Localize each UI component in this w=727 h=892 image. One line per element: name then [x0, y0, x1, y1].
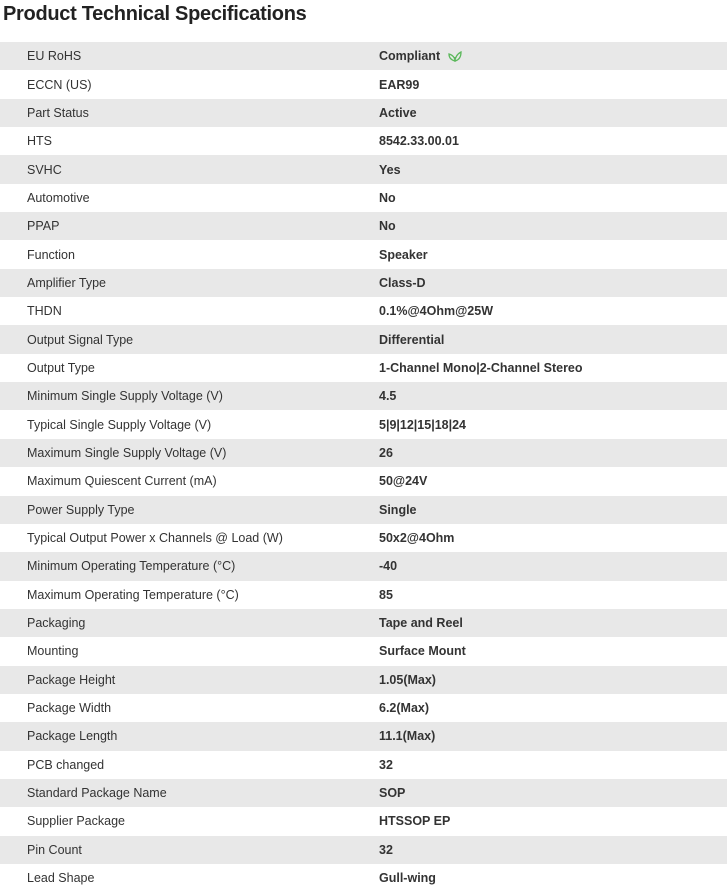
table-row [0, 637, 727, 665]
spec-label: Pin Count [27, 842, 82, 857]
spec-label: PPAP [27, 219, 60, 234]
spec-value [379, 49, 462, 63]
table-row [0, 382, 727, 410]
spec-value-text: 32 [379, 757, 393, 772]
spec-label: Output Signal Type [27, 332, 134, 347]
spec-value-text: 26 [379, 445, 393, 460]
spec-label: Power Supply Type [27, 502, 135, 517]
spec-label: Function [27, 247, 75, 262]
spec-label: Minimum Single Supply Voltage (V) [27, 389, 223, 404]
table-row [0, 694, 727, 722]
spec-value-text: 8542.33.00.01 [379, 134, 459, 149]
spec-value-text: 32 [379, 842, 393, 857]
spec-value-text: EAR99 [379, 77, 420, 92]
spec-value-text: Yes [379, 162, 401, 177]
table-row [0, 439, 727, 467]
table-row [0, 184, 727, 212]
spec-value [379, 843, 393, 857]
spec-value-text: Class-D [379, 275, 426, 290]
table-row [0, 751, 727, 779]
table-row [0, 212, 727, 240]
table-row [0, 99, 727, 127]
table-row [0, 269, 727, 297]
table-row [0, 552, 727, 580]
table-row [0, 354, 727, 382]
spec-value-text: Differential [379, 332, 445, 347]
table-row [0, 240, 727, 268]
spec-label: HTS [27, 134, 52, 149]
spec-value-text: Compliant [379, 49, 441, 64]
table-row [0, 297, 727, 325]
spec-value [379, 163, 401, 177]
table-row [0, 467, 727, 495]
spec-value-text: Gull-wing [379, 871, 436, 886]
table-row [0, 666, 727, 694]
spec-value [379, 474, 427, 488]
spec-value [379, 531, 454, 545]
spec-value [379, 588, 393, 602]
spec-value [379, 673, 436, 687]
spec-value-text: Active [379, 105, 417, 120]
table-row [0, 42, 727, 70]
spec-value-text: 1-Channel Mono|2-Channel Stereo [379, 360, 583, 375]
spec-table [0, 42, 727, 892]
spec-value-text: 11.1(Max) [379, 729, 436, 744]
spec-value [379, 786, 405, 800]
spec-value [379, 134, 459, 148]
spec-value-text: 50@24V [379, 474, 428, 489]
page-title: Product Technical Specifications [3, 3, 307, 25]
spec-label: Standard Package Name [27, 786, 167, 801]
spec-value [379, 701, 429, 715]
spec-value-text: Speaker [379, 247, 428, 262]
spec-label: Package Height [27, 672, 116, 687]
spec-label: Mounting [27, 644, 79, 659]
spec-value [379, 333, 444, 347]
spec-label: Lead Shape [27, 871, 95, 886]
table-row [0, 779, 727, 807]
spec-value-text: Tape and Reel [379, 616, 463, 631]
spec-label: Minimum Operating Temperature (°C) [27, 559, 236, 574]
spec-value [379, 871, 436, 885]
leaf-icon [448, 50, 462, 62]
spec-label: Automotive [27, 190, 90, 205]
spec-value-text: 6.2(Max) [379, 701, 430, 716]
spec-value [379, 616, 463, 630]
spec-value-text: -40 [379, 559, 398, 574]
spec-value-text: Single [379, 502, 417, 517]
spec-label: SVHC [27, 162, 62, 177]
spec-label: THDN [27, 304, 62, 319]
table-row [0, 864, 727, 892]
spec-value [379, 758, 393, 772]
spec-value-text: HTSSOP EP [379, 814, 451, 829]
spec-label: Maximum Operating Temperature (°C) [27, 587, 239, 602]
table-row [0, 410, 727, 438]
spec-value [379, 191, 396, 205]
spec-label: Package Length [27, 729, 118, 744]
spec-value [379, 361, 583, 375]
spec-value [379, 304, 493, 318]
spec-value [379, 644, 466, 658]
spec-value [379, 389, 396, 403]
spec-value [379, 559, 397, 573]
spec-value-text: 0.1%@4Ohm@25W [379, 304, 493, 319]
table-row [0, 836, 727, 864]
spec-label: Packaging [27, 616, 86, 631]
spec-value-text: 4.5 [379, 389, 397, 404]
table-row [0, 127, 727, 155]
table-row [0, 581, 727, 609]
table-row [0, 807, 727, 835]
spec-value-text: No [379, 219, 396, 234]
spec-label: Package Width [27, 701, 112, 716]
spec-label: ECCN (US) [27, 77, 92, 92]
spec-label: PCB changed [27, 757, 105, 772]
spec-label: EU RoHS [27, 49, 82, 64]
spec-value-text: 5|9|12|15|18|24 [379, 417, 467, 432]
table-row [0, 524, 727, 552]
spec-label: Output Type [27, 360, 95, 375]
spec-label: Part Status [27, 105, 89, 120]
spec-value [379, 106, 417, 120]
spec-value [379, 814, 450, 828]
table-row [0, 722, 727, 750]
spec-label: Supplier Package [27, 814, 125, 829]
spec-value-text: Surface Mount [379, 644, 466, 659]
spec-value-text: SOP [379, 786, 406, 801]
spec-value [379, 418, 466, 432]
spec-value [379, 219, 396, 233]
spec-value-text: 1.05(Max) [379, 672, 436, 687]
table-row [0, 496, 727, 524]
spec-label: Typical Single Supply Voltage (V) [27, 417, 212, 432]
spec-value-text: No [379, 190, 396, 205]
spec-value [379, 503, 417, 517]
spec-label: Maximum Quiescent Current (mA) [27, 474, 217, 489]
spec-label: Typical Output Power x Channels @ Load (W) [27, 531, 283, 546]
spec-value [379, 276, 426, 290]
table-row [0, 325, 727, 353]
spec-value [379, 248, 428, 262]
spec-value-text: 85 [379, 587, 393, 602]
spec-value [379, 729, 435, 743]
spec-value [379, 446, 393, 460]
spec-value [379, 78, 419, 92]
table-row [0, 609, 727, 637]
spec-label: Amplifier Type [27, 275, 106, 290]
table-row [0, 70, 727, 98]
table-row [0, 155, 727, 183]
spec-label: Maximum Single Supply Voltage (V) [27, 445, 227, 460]
spec-value-text: 50x2@4Ohm [379, 531, 455, 546]
